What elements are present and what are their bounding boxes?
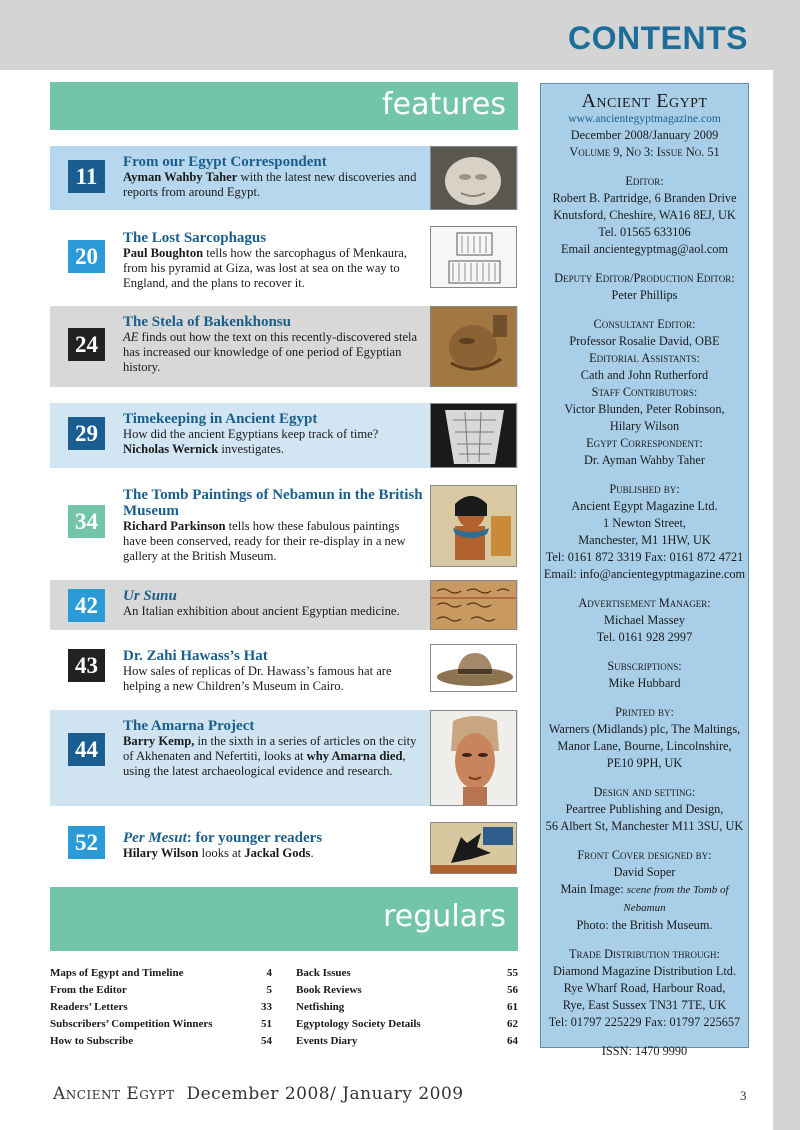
advert-heading: Advertisement Manager: [578, 596, 711, 610]
feature-description: with the latest new discoveries and reports from around Egypt. [123, 170, 417, 199]
feature-description: tells how these fabulous paintings have been conserved, ready for their re-display in a new gallery at the British Museum. [123, 519, 406, 563]
design-line: 56 Albert St, Manchester M11 3SU, UK [545, 819, 744, 833]
regular-item[interactable] [296, 999, 518, 1016]
tomb-painting-thumbnail [430, 485, 517, 567]
regular-item-page: 33 [261, 1001, 272, 1013]
feature-title: Ur Sunu [123, 588, 177, 604]
features-banner: features [50, 82, 518, 130]
main-image-value: scene from the Tomb of Nebamun [623, 884, 729, 914]
regular-item-page: 4 [266, 967, 272, 979]
regular-item-page: 64 [507, 1035, 518, 1047]
feature-description: How sales of replicas of Dr. Hawass’s famous hat are helping a new Children’s Museum in Cairo. [123, 664, 392, 693]
regular-item-page: 5 [266, 984, 272, 996]
trade-line: Diamond Magazine Distribution Ltd. [552, 964, 737, 978]
akhenaten-head-thumbnail [430, 710, 517, 806]
volume-issue: Volume 9, No 3: Issue No. 51 [569, 145, 720, 159]
feature-row[interactable] [50, 580, 518, 630]
regular-item[interactable] [296, 1033, 518, 1050]
feature-description: finds out how the text on this recently-discovered stela has increased our knowledge of one period of Egyptian history. [123, 330, 418, 374]
feature-author: Barry Kemp, [123, 734, 195, 748]
feature-author: Ayman Wahby Taher [123, 170, 238, 184]
papyrus-thumbnail [430, 580, 517, 630]
feature-author: AE [123, 330, 139, 344]
feature-title: Timekeeping in Ancient Egypt [123, 411, 318, 427]
design-line: Peartree Publishing and Design, [565, 802, 724, 816]
feature-description-end: . [310, 846, 314, 860]
printer-heading: Printed by: [615, 705, 674, 719]
feature-author: Hilary Wilson [123, 846, 199, 860]
assistants-names: Cath and John Rutherford [580, 368, 709, 382]
stela-relief-thumbnail [430, 306, 517, 387]
footer-magazine: Ancient Egypt [53, 1084, 175, 1104]
regular-item-label: Readers’ Letters [50, 1001, 128, 1013]
design-heading: Design and setting: [593, 785, 696, 799]
feature-title: Dr. Zahi Hawass’s Hat [123, 648, 268, 664]
feature-text [123, 648, 423, 694]
regulars-banner: regulars [50, 887, 518, 951]
regular-item[interactable] [296, 982, 518, 999]
staff-line: Victor Blunden, Peter Robinson, [564, 402, 725, 416]
deputy-editor-heading: Deputy Editor/Production Editor: [554, 271, 735, 285]
feature-title: From our Egypt Correspondent [123, 154, 327, 170]
consultant-name: Professor Rosalie David, OBE [569, 334, 720, 348]
footer-issue: December 2008/ January 2009 [186, 1084, 464, 1104]
masthead-sidebar [540, 83, 749, 1058]
feature-row[interactable] [50, 710, 518, 806]
feature-row[interactable] [50, 306, 518, 387]
deputy-editor-name: Peter Phillips [611, 288, 678, 302]
feature-text [123, 718, 423, 779]
feature-text [123, 314, 423, 375]
editor-line: Knutsford, Cheshire, WA16 8EJ, UK [553, 208, 736, 222]
editor-line: Robert B. Partridge, 6 Branden Drive [552, 191, 737, 205]
feature-highlight: why Amarna died [306, 749, 403, 763]
main-image-credit [541, 881, 748, 917]
subscriptions-heading: Subscriptions: [607, 659, 682, 673]
regular-item-page: 62 [507, 1018, 518, 1030]
feature-text [123, 230, 423, 291]
trade-line: Tel: 01797 225229 Fax: 01797 225657 [548, 1015, 741, 1029]
publisher-line: Manchester, M1 1HW, UK [578, 533, 711, 547]
regular-item-page: 56 [507, 984, 518, 996]
regular-item[interactable] [296, 1016, 518, 1033]
publisher-line: Tel: 0161 872 3319 Fax: 0161 872 4721 [545, 550, 744, 564]
publisher-heading: Published by: [609, 482, 680, 496]
feature-text [123, 588, 423, 619]
cover-designer: David Soper [613, 865, 676, 879]
printer-line: Manor Lane, Bourne, Lincolnshire, [557, 739, 732, 753]
regulars-left-column [50, 965, 272, 1050]
feature-title: The Tomb Paintings of Nebamun in the British Museum [123, 487, 423, 519]
regular-item-label: Egyptology Society Details [296, 1018, 421, 1030]
page-number-badge: 44 [68, 733, 105, 766]
issue-date: December 2008/January 2009 [570, 128, 719, 142]
correspondent-heading: Egypt Correspondent: [586, 436, 703, 450]
magazine-name: Ancient Egypt [581, 90, 708, 112]
publisher-email: Email: info@ancientegyptmagazine.com [543, 567, 746, 581]
page-number-badge: 34 [68, 505, 105, 538]
subscriptions-name: Mike Hubbard [608, 676, 681, 690]
feature-description: tells how the sarcophagus of Menkaura, from his pyramid at Giza, was lost at sea on the way to England, and the plans to recover it. [123, 246, 408, 290]
feature-description: in the sixth in a series of articles on the city of Akhenaten and Nefertiti, looks at [123, 734, 417, 763]
feature-title-rest: : for younger readers [186, 830, 323, 846]
regular-item-label: From the Editor [50, 984, 127, 996]
feature-text [123, 411, 423, 457]
regular-item[interactable] [296, 965, 518, 982]
regular-item[interactable] [50, 965, 272, 982]
regulars-right-column [296, 965, 518, 1050]
correspondent-name: Dr. Ayman Wahby Taher [584, 453, 705, 467]
feature-lead: How did the ancient Egyptians keep track of time? [123, 427, 379, 441]
editor-email: Email ancientegyptmag@aol.com [560, 242, 729, 256]
feature-text [123, 154, 423, 200]
feature-highlight: Jackal Gods [244, 846, 311, 860]
trade-heading: Trade Distribution through: [569, 947, 720, 961]
publisher-line: 1 Newton Street, [603, 516, 686, 530]
assistants-heading: Editorial Assistants: [589, 351, 700, 365]
regular-item-label: How to Subscribe [50, 1035, 134, 1047]
regular-item[interactable] [50, 1033, 272, 1050]
page-number-badge: 43 [68, 649, 105, 682]
feature-description-end: , using the latest archaeological evidence and research. [123, 749, 406, 778]
magazine-url[interactable]: www.ancientegyptmagazine.com [568, 113, 721, 125]
feature-description: investigates. [218, 442, 285, 456]
page-number: 3 [740, 1088, 747, 1103]
editor-line: Tel. 01565 633106 [598, 225, 691, 239]
trade-line: Rye Wharf Road, Harbour Road, [563, 981, 726, 995]
page-number-badge: 29 [68, 417, 105, 450]
feature-row[interactable] [50, 479, 518, 567]
sarcophagus-drawing-thumbnail [430, 226, 517, 288]
right-edge-bar [773, 70, 800, 1130]
feature-title: The Stela of Bakenkhonsu [123, 314, 291, 330]
printer-line: PE10 9PH, UK [606, 756, 683, 770]
regular-item[interactable] [50, 999, 272, 1016]
editor-heading: Editor: [625, 174, 664, 188]
feature-row[interactable] [50, 640, 518, 696]
page-number-badge: 52 [68, 826, 105, 859]
page-number-badge: 24 [68, 328, 105, 361]
regular-item-page: 55 [507, 967, 518, 979]
page-number-badge: 11 [68, 160, 105, 193]
feature-title-italic: Per Mesut [123, 830, 187, 846]
photo-credit: Photo: the British Museum. [576, 918, 713, 932]
page-number-badge: 20 [68, 240, 105, 273]
cover-heading: Front Cover designed by: [577, 848, 712, 862]
feature-row[interactable] [50, 222, 518, 294]
regular-item-page: 61 [507, 1001, 518, 1013]
feature-text [123, 487, 423, 564]
trade-line: Rye, East Sussex TN31 7TE, UK [562, 998, 727, 1012]
feature-title: The Amarna Project [123, 718, 255, 734]
regular-item-label: Book Reviews [296, 984, 362, 996]
regular-item-label: Netfishing [296, 1001, 345, 1013]
feature-row[interactable] [50, 822, 518, 874]
page-number-badge: 42 [68, 589, 105, 622]
regular-item-label: Events Diary [296, 1035, 358, 1047]
advert-line: Michael Massey [604, 613, 685, 627]
printer-line: Warners (Midlands) plc, The Maltings, [548, 722, 741, 736]
page-title: CONTENTS [568, 20, 748, 56]
feature-description: An Italian exhibition about ancient Egyptian medicine. [123, 604, 400, 618]
main-image-label: Main Image: [560, 882, 627, 896]
sculpture-thumbnail [430, 146, 517, 210]
footer-masthead [53, 1084, 464, 1104]
feature-title: The Lost Sarcophagus [123, 230, 267, 246]
hat-thumbnail [430, 644, 517, 692]
staff-heading: Staff Contributors: [591, 385, 698, 399]
feature-row[interactable] [50, 146, 518, 210]
feature-author: Nicholas Wernick [123, 442, 219, 456]
feature-text [123, 830, 423, 861]
feature-description: looks at [198, 846, 245, 860]
regular-item[interactable] [50, 982, 272, 999]
regular-item[interactable] [50, 1016, 272, 1033]
issn: ISSN: 1470 9990 [601, 1044, 688, 1058]
water-clock-thumbnail [430, 403, 517, 468]
regular-item-label: Maps of Egypt and Timeline [50, 967, 184, 979]
regular-item-label: Back Issues [296, 967, 351, 979]
feature-row[interactable] [50, 403, 518, 468]
regular-item-page: 54 [261, 1035, 272, 1047]
regular-item-page: 51 [261, 1018, 272, 1030]
regular-item-label: Subscribers’ Competition Winners [50, 1018, 213, 1030]
jackal-god-thumbnail [430, 822, 517, 874]
feature-author: Richard Parkinson [123, 519, 226, 533]
advert-line: Tel. 0161 928 2997 [596, 630, 693, 644]
feature-title [123, 830, 423, 846]
consultant-heading: Consultant Editor: [593, 317, 696, 331]
feature-author: Paul Boughton [123, 246, 204, 260]
publisher-line: Ancient Egypt Magazine Ltd. [571, 499, 718, 513]
staff-line: Hilary Wilson [609, 419, 680, 433]
